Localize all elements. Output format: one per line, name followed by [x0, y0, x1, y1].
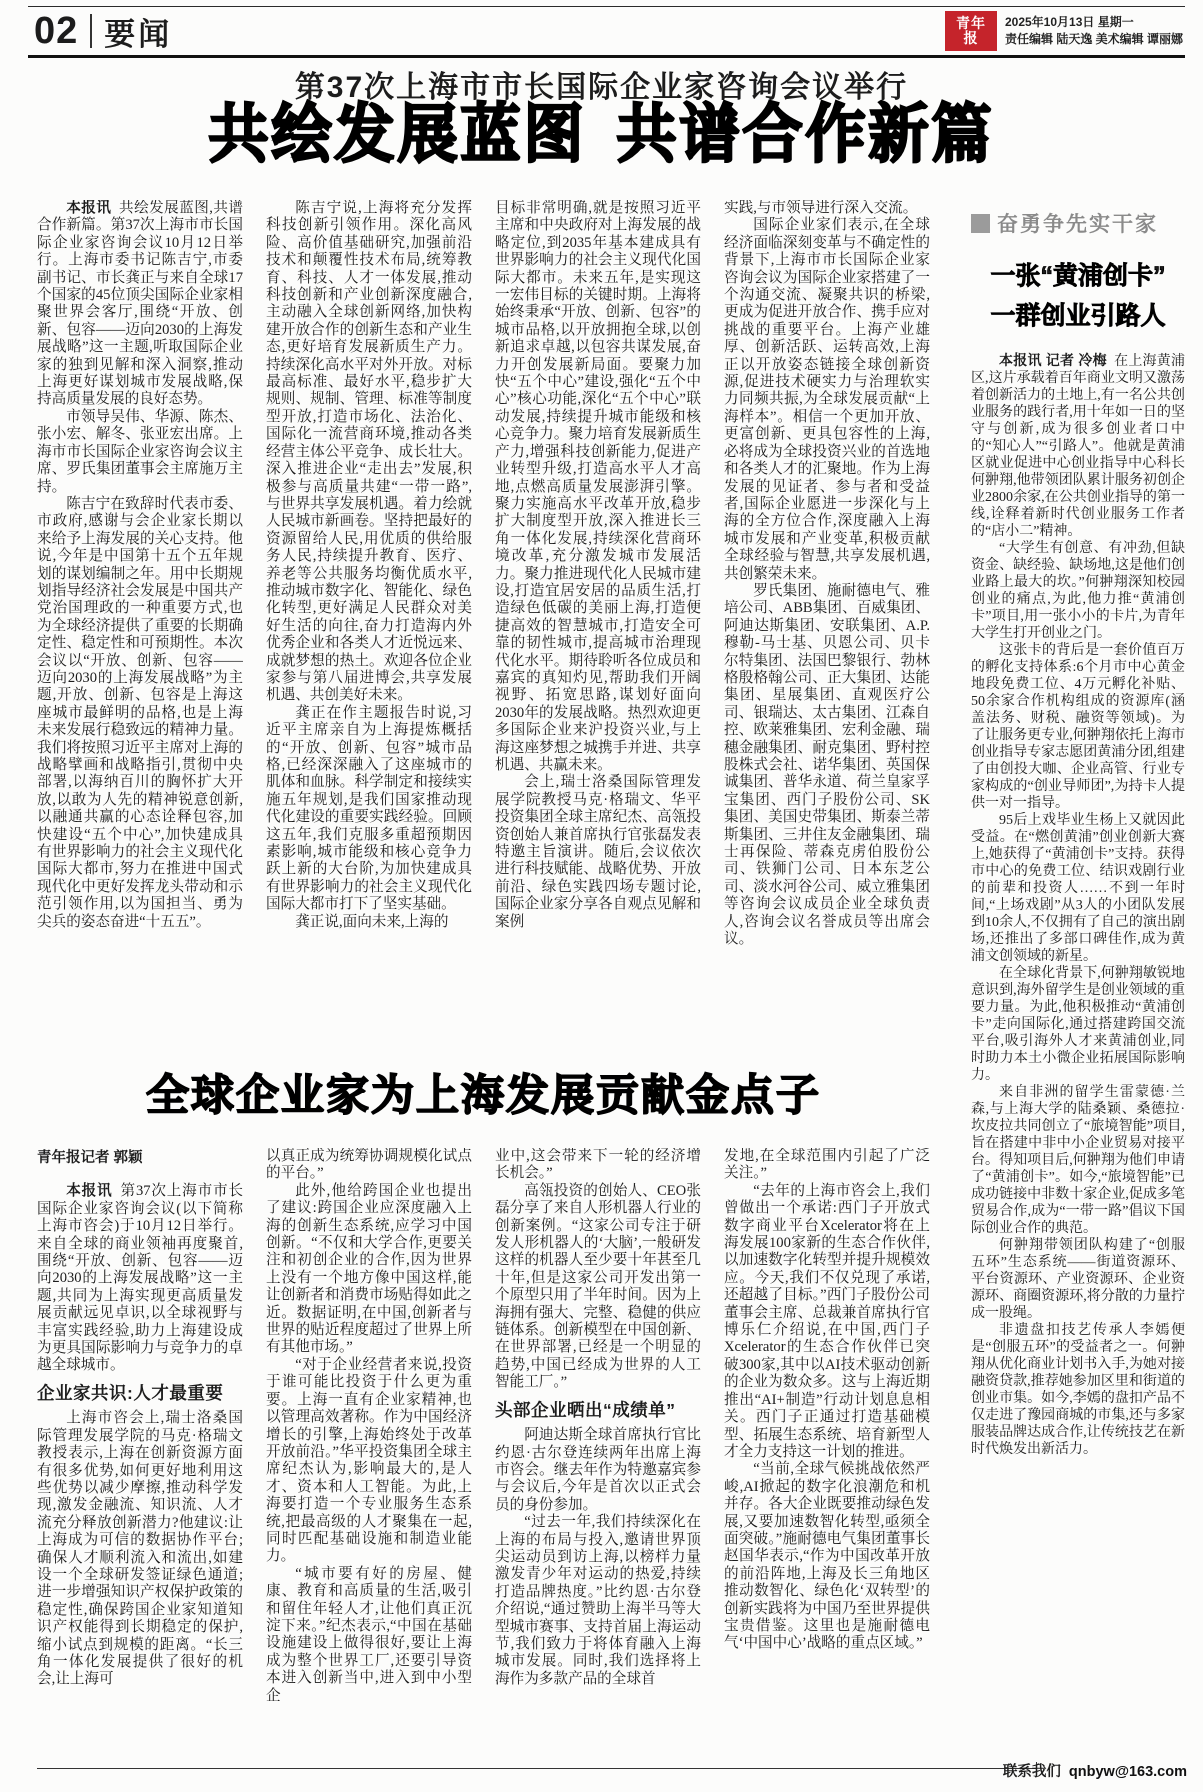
article-paragraph: 发地,在全球范围内引起了广泛关注。”	[724, 1148, 930, 1182]
article-paragraph: “城市要有好的房屋、健康、教育和高质量的生活,吸引和留住年轻人才,让他们真正沉淀下来。”纪杰表示,“中国在基础设施建设上做得很好,要让上海成为整个世界工厂,还要引导资本进入创新当中,进入到中小型企	[266, 1565, 472, 1704]
sidebar-eyebrow	[971, 208, 1185, 238]
masthead-text: 青年报	[955, 15, 986, 46]
lead-headline-part2: 共谱合作新篇	[616, 98, 995, 170]
article-paragraph: 会上,瑞士洛桑国际管理发展学院教授马克·格瑞文、华平投资集团全球主席纪杰、高瓴投资创始人兼首席执行官张磊发表特邀主旨演讲。随后,会议依次进行科技赋能、战略优势、开放前沿、绿色实践四场专题讨论,国际企业家分享各自观点见解和案例	[495, 774, 701, 930]
column-subhead: 企业家共识:人才最重要	[37, 1382, 224, 1403]
paragraph-lead: 本报讯	[66, 200, 112, 216]
article-paragraph: 龚正说,面向未来,上海的	[295, 913, 449, 930]
sidebar-eyebrow-label: 奋勇争先实干家	[997, 213, 1158, 236]
lead-headline-part1: 共绘发展蓝图	[208, 98, 587, 170]
second-article-columns	[37, 1148, 930, 1778]
sidebar-feature	[971, 206, 1185, 1778]
contact-email-link[interactable]: qnbyw@163.com	[1068, 1764, 1187, 1780]
paragraph-lead: 本报讯	[66, 1183, 113, 1200]
article-paragraph: 国际企业家们表示,在全球经济面临深刻变革与不确定性的背景下,上海市市长国际企业家咨询会议为国际企业家搭建了一个沟通交流、凝聚共识的桥梁,更成为促进开放合作、携手应对挑战的重要平台。上海产业雄厚、创新活跃、运转高效,上海正以开放姿态链接全球创新资源,促进技术硬实力与治理软实力同频共振,为全球发展贡献“上海样本”。相信一个更加开放、更富创新、更具包容性的上海,必将成为全球投资兴业的首选地和各类人才的汇聚地。作为上海发展的见证者、参与者和受益者,国际企业愿进一步深化与上海的全方位合作,深度融入上海城市发展和产业变革,积极贡献全球经验与智慧,共享发展机遇,共创繁荣未来。	[724, 217, 930, 582]
article-byline: 青年报记者 郭颖	[37, 1150, 143, 1166]
second-column-2	[266, 1148, 472, 1778]
page-header	[28, 6, 1185, 58]
sidebar-title-line2: 一群创业引路人	[990, 302, 1166, 330]
lead-column-2	[266, 200, 472, 1050]
second-column-1	[37, 1148, 243, 1778]
lead-column-1	[37, 200, 243, 1050]
date-line: 2025年10月13日 星期一	[1004, 15, 1134, 29]
article-paragraph: 在全球化背景下,何翀翔敏锐地意识到,海外留学生是创业领域的重要力量。为此,他积极推动“黄浦创卡”走向国际化,通过搭建跨国交流平台,吸引海外人才来黄浦创业,同时助力本土小微企业拓展国际影响力。	[971, 966, 1185, 1083]
article-paragraph: “当前,全球气候挑战依然严峻,AI掀起的数字化浪潮危和机并存。各大企业既要推动绿色发展,又要加速数智化转型,亟须全面突破。”施耐德电气集团董事长赵国华表示,“作为中国改革开放的前沿阵地,上海及长三角地区推动数智化、绿色化‘双转型’的创新实践将为中国乃至世界提供宝贵借鉴。这里也是施耐德电气‘中国中心’战略的重点区域。”	[724, 1461, 930, 1652]
article-paragraph: 高瓴投资的创始人、CEO张磊分享了来自人形机器人行业的创新案例。“这家公司专注于研发人形机器人的‘大脑’,一般研发这样的机器人至少要十年甚至几十年,但是这家公司开发出第一个原型只用了半年时间。因为上海拥有强大、完整、稳健的供应链体系。创新模型在中国创新、在世界部署,已经是一个明显的趋势,中国已经成为世界的人工智能工厂。”	[495, 1182, 701, 1391]
lead-article-columns	[37, 200, 930, 1050]
lead-column-3	[495, 200, 701, 1050]
footer-rule	[37, 1768, 1037, 1769]
lead-column-4	[724, 200, 930, 1050]
header-divider	[90, 14, 92, 48]
article-paragraph: 95后上戏毕业生杨上又就因此受益。在“燃创黄浦”创业创新大赛上,她获得了“黄浦创卡”支持。获得市中心的免费工位、结识戏剧行业的前辈和投资人……不到一年时间,“上场戏剧”从3人的小团队发展到10余人,不仅拥有了自己的演出剧场,还推出了多部口碑佳作,成为黄浦文创领域的新星。	[971, 813, 1185, 964]
article-paragraph: “对于企业经营者来说,投资于谁可能比投资于什么更为重要。上海一直有企业家精神,也以管理高效著称。作为中国经济增长的引擎,上海始终处于改革开放前沿。”华平投资集团全球主席纪杰认为,影响最大的,是人才、资本和人工智能。为此,上海要打造一个专业服务生态系统,把最高级的人才聚集在一起,同时匹配基础设施和制造业能力。	[266, 1356, 472, 1565]
lead-kicker: 第37次上海市市长国际企业家咨询会议举行	[294, 71, 909, 104]
footer-contact	[1003, 1760, 1187, 1781]
second-article-headline: 全球企业家为上海发展贡献金点子	[146, 1072, 821, 1120]
article-paragraph: 来自非洲的留学生雷蒙德·兰森,与上海大学的陆桑颖、桑德拉·坎皮拉共同创立了“旅境智能”项目,旨在搭建中非中小企业贸易对接平台。得知项目后,何翀翔为他们申请了“黄浦创卡”。如今,“旅境智能”已成功链接中非数十家企业,促成多笔贸易合作,成为“一带一路”倡议下国际创业合作的典范。	[971, 1085, 1185, 1236]
column-subhead: 头部企业晒出“成绩单”	[495, 1399, 676, 1420]
editors-line: 责任编辑 陆天逸 美术编辑 谭丽娜	[1004, 32, 1183, 46]
contact-label: 联系我们	[1002, 1764, 1061, 1780]
article-paragraph: 本报讯 共绘发展蓝图,共谱合作新篇。第37次上海市市长国际企业家咨询会议10月12日举行。上海市委书记陈吉宁,市委副书记、市长龚正与来自全球17个国家的45位顶尖国际企业家相聚世界会客厅,围绕“开放、创新、包容——迈向2030的上海发展战略”这一主题,听取国际企业家的独到见解和深入洞察,推动上海更好谋划城市发展战略,保持高质量发展的良好态势。	[37, 200, 243, 408]
article-paragraph: “去年的上海市咨会上,我们曾做出一个承诺:西门子开放式数字商业平台Xcelerator将在上海发展100家新的生态合作伙伴,以加速数字化转型并提升规模效应。今天,我们不仅兑现了承诺,还超越了目标。”西门子股份公司董事会主席、总裁兼首席执行官博乐仁介绍说,在中国,西门子Xcelerator的生态合作伙伴已突破300家,其中以AI技术驱动创新的企业为数众多。这与上海近期推出“AI+制造”行动计划息息相关。西门子正通过打造基础模型、拓展生态系统、培育新型人才全力支持这一计划的推进。	[724, 1182, 930, 1460]
paragraph-lead: 本报讯 记者 冷梅	[999, 352, 1107, 368]
masthead-logo	[945, 11, 997, 51]
article-paragraph: 此外,他给跨国企业也提出了建议:跨国企业应深度融入上海的创新生态系统,应学习中国创新。“不仅和大学合作,更要关注和初创企业的合作,因为世界上没有一个地方像中国这样,能让创新者和消费市场贴得如此之近。数据证明,在中国,创新者与世界的贴近程度超过了世界上所有其他市场。”	[266, 1182, 472, 1356]
article-paragraph: 非遗盘扣技艺传承人李嫣便是“创服五环”的受益者之一。何翀翔从优化商业计划书入手,为她对接融资贷款,推荐她参加区里和街道的创业市集。如今,李嫣的盘扣产品不仅走进了豫园商城的市集,还与多家服装品牌达成合作,让传统技艺在新时代焕发出新活力。	[971, 1323, 1185, 1457]
sidebar-title	[971, 256, 1185, 336]
article-paragraph: “大学生有创意、有冲劲,但缺资金、缺经验、缺场地,这是他们创业路上最大的坎。”何翀翔深知校园创业的痛点,为此,他力推“黄浦创卡”项目,用一张小小的卡片,为青年大学生打开创业之门。	[971, 541, 1185, 641]
article-paragraph: 何翀翔带领团队构建了“创服五环”生态系统——街道资源环、平台资源环、产业资源环、企业资源环、商圈资源环,将分散的力量拧成一股绳。	[971, 1238, 1185, 1321]
article-paragraph: 业中,这会带来下一轮的经济增长机会。”	[495, 1148, 701, 1182]
eyebrow-square-icon	[971, 214, 990, 233]
masthead-block	[945, 11, 1185, 51]
second-column-3	[495, 1148, 701, 1778]
article-paragraph: 目标非常明确,就是按照习近平主席和中央政府对上海发展的战略定位,到2035年基本建成具有世界影响力的社会主义现代化国际大都市。未来五年,是实现这一宏伟目标的关键时期。上海将始终秉承“开放、创新、包容”的城市品格,以开放拥抱全球,以创新追求卓越,以包容共谋发展,奋力开创发展新局面。要聚力加快“五个中心”建设,强化“五个中心”核心功能,深化“五个中心”联动发展,持续提升城市能级和核心竞争力。聚力培育发展新质生产力,增强科技创新能力,促进产业转型升级,打造高水平人才高地,点燃高质量发展澎湃引擎。聚力实施高水平改革开放,稳步扩大制度型开放,深入推进长三角一体化发展,持续深化营商环境改革,充分激发城市发展活力。聚力推进现代化人民城市建设,打造宜居安居的品质生活,打造绿色低碳的美丽上海,打造便捷高效的智慧城市,打造安全可靠的韧性城市,提高城市治理现代化水平。期待聆听各位成员和嘉宾的真知灼见,帮助我们开阔视野、拓宽思路,谋划好面向2030年的发展战略。热烈欢迎更多国际企业来沪投资兴业,与上海这座梦想之城携手并进、共享机遇、共赢未来。	[495, 200, 701, 773]
page-number: 02	[34, 9, 79, 52]
article-paragraph: 阿迪达斯全球首席执行官比约恩·古尔登连续两年出席上海市咨会。继去年作为特邀嘉宾参与会议后,今年是首次以正式会员的身份参加。	[495, 1427, 701, 1513]
sidebar-body	[971, 352, 1185, 1458]
article-paragraph: 这张卡的背后是一套价值百万的孵化支持体系:6个月市中心黄金地段免费工位、4万元孵化补贴、50余家合作机构组成的资源库(涵盖法务、财税、融资等领域)。为了让服务更专业,何翀翔依托上海市创业指导专家志愿团黄浦分团,组建了由创投大咖、企业高管、行业专家构成的“创业导师团”,为持卡人提供一对一指导。	[971, 643, 1185, 811]
issue-meta	[1005, 14, 1183, 48]
section-block	[28, 9, 172, 54]
article-paragraph: 罗氏集团、施耐德电气、雅培公司、ABB集团、百威集团、阿迪达斯集团、安联集团、A.P.穆勒-马士基、贝恩公司、贝卡尔特集团、法国巴黎银行、勃林格殷格翰公司、正大集团、达能集团、星展集团、直观医疗公司、银瑞达、太古集团、江森自控、欧莱雅集团、宏利金融、瑞穗金融集团、耐克集团、野村控股株式会社、诺华集团、英国保诚集团、普华永道、荷兰皇家孚宝集团、西门子股份公司、SK集团、美国史带集团、斯泰兰蒂斯集团、三井住友金融集团、瑞士再保险、蒂森克虏伯股份公司、铁狮门公司、日本东芝公司、淡水河谷公司、威立雅集团等咨询会议成员企业全球负责人,咨询会议名誉成员等出席会议。	[724, 582, 930, 948]
article-paragraph: 陈吉宁在致辞时代表市委、市政府,感谢与会企业家长期以来给予上海发展的关心支持。他说,今年是中国第十五个五年规划的谋划编制之年。用中长期规划指导经济社会发展是中国共产党治国理政的一种重要方式,也为全球经济提供了重要的长期确定性、稳定性和可预期性。本次会议以“开放、创新、包容——迈向2030的上海发展战略”为主题,开放、创新、包容是上海这座城市最鲜明的品格,也是上海未来发展行稳致远的精神力量。我们将按照习近平主席对上海的战略擘画和战略指引,贯彻中央部署,以海纳百川的胸怀扩大开放,以敢为人先的精神锐意创新,以融通共赢的心态诠释包容,加快建设“五个中心”,加快建成具有世界影响力的社会主义现代化国际大都市,努力在推进中国式现代化中更好发挥龙头带动和示范引领作用,以为国担当、勇为尖兵的姿态奋进“十五五”。	[37, 495, 243, 930]
article-paragraph: 实践,与市领导进行深入交流。	[724, 200, 918, 216]
second-column-4	[724, 1148, 930, 1778]
section-title: 要闻	[104, 16, 173, 52]
article-paragraph: 上海市咨会上,瑞士洛桑国际管理发展学院的马克·格瑞文教授表示,上海在创新资源方面有很多优势,如何更好地利用这些优势以减少摩擦,推动科学发现,激发金融流、知识流、人才流充分释放创新潜力?他建议:让上海成为可信的数据协作平台;确保人才顺利流入和流出,如建设一个全球研发签证绿色通道;进一步增强知识产权保护政策的稳定性,确保跨国企业家知道知识产权能得到长期稳定的保护,缩小试点到规模的距离。“长三角一体化发展提供了很好的机会,让上海可	[37, 1410, 243, 1688]
article-paragraph: 本报讯 记者 冷梅 在上海黄浦区,这片承载着百年商业文明又激荡着创新活力的土地上,有一名公共创业服务的践行者,用十年如一日的坚守与创新,成为很多创业者口中的“知心人”“引路人”。他就是黄浦区就业促进中心创业指导中心科长何翀翔,他带领团队累计服务初创企业2800余家,在公共创业指导的第一线,诠释着新时代创业服务工作者的“店小二”精神。	[971, 352, 1185, 539]
article-paragraph: 市领导吴伟、华源、陈杰、张小宏、解冬、张亚宏出席。上海市市长国际企业家咨询会议主席、罗氏集团董事会主席施万主持。	[37, 408, 243, 495]
article-paragraph: 龚正在作主题报告时说,习近平主席亲自为上海提炼概括的“开放、创新、包容”城市品格,已经深深融入了这座城市的肌体和血脉。科学制定和接续实施五年规划,是我们国家推动现代化建设的重要实践经验。回顾这五年,我们克服多重超预期因素影响,城市能级和核心竞争力跃上新的大台阶,为加快建成具有世界影响力的社会主义现代化国际大都市打下了坚实基础。	[266, 704, 472, 913]
lead-headline	[0, 96, 1203, 174]
article-paragraph: 本报讯 第37次上海市市长国际企业家咨询会议(以下简称上海市咨会)于10月12日举行。来自全球的商业领袖再度聚首,围绕“开放、创新、包容——迈向2030的上海发展战略”这一主题,共同为上海实现更高质量发展贡献远见卓识,以全球视野与丰富实践经验,助力上海建设成为更具国际影响力与竞争力的卓越全球城市。	[37, 1183, 243, 1374]
article-paragraph: 以真正成为统筹协调规模化试点的平台。”	[266, 1148, 472, 1182]
article-paragraph: “过去一年,我们持续深化在上海的布局与投入,邀请世界顶尖运动员到访上海,以榜样力量激发青少年对运动的热爱,持续打造品牌热度。”比约恩·古尔登介绍说,“通过赞助上海半马等大型城市赛事、支持首届上海运动节,我们致力于将体育融入上海城市发展。同时,我们选择将上海作为多款产品的全球首	[495, 1514, 701, 1687]
sidebar-title-line1: 一张“黄浦创卡”	[990, 262, 1166, 290]
article-paragraph: 陈吉宁说,上海将充分发挥科技创新引领作用。深化高风险、高价值基础研究,加强前沿技术和颠覆性技术布局,统筹教育、科技、人才一体发展,推动科技创新和产业创新深度融合,主动融入全球创新网络,加快构建开放合作的创新生态和产业生态,更好培育发展新质生产力。持续深化高水平对外开放。对标最高标准、最好水平,稳步扩大规则、规制、管理、标准等制度型开放,打造市场化、法治化、国际化一流营商环境,推动各类经营主体公平竞争、成长壮大。深入推进企业“走出去”发展,积极参与高质量共建“一带一路”,与世界共享发展机遇。着力绘就人民城市新画卷。坚持把最好的资源留给人民,用优质的供给服务人民,持续提升教育、医疗、养老等公共服务均衡优质水平,推动城市数字化、智能化、绿色化转型,更好满足人民群众对美好生活的向往,奋力打造海内外优秀企业和各类人才近悦远来、成就梦想的热土。欢迎各位企业家参与第八届进博会,共享发展机遇、共创美好未来。	[266, 200, 472, 704]
